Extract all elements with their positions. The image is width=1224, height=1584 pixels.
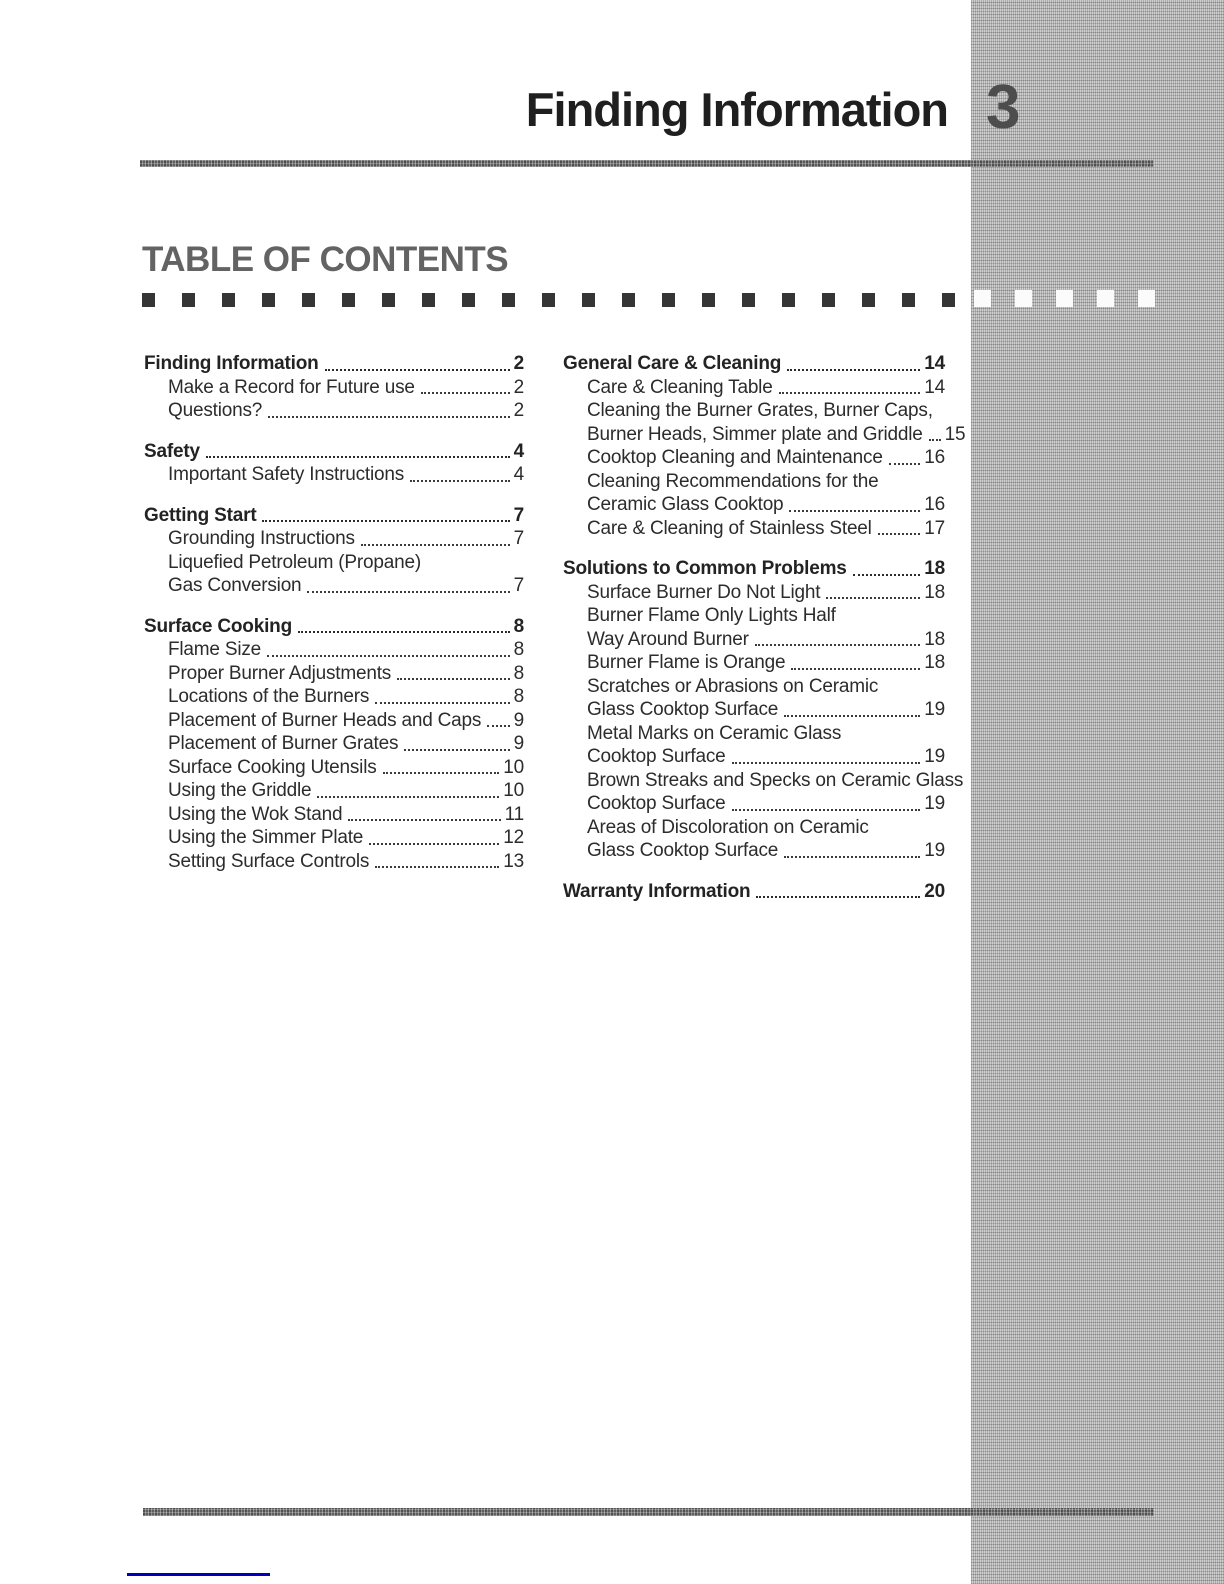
- square-divider-dark: [142, 293, 956, 307]
- toc-entry-label: Metal Marks on Ceramic Glass: [587, 722, 842, 744]
- toc-entry-label: Glass Cooktop Surface: [587, 699, 779, 720]
- toc-item-entry: [144, 709, 524, 733]
- toc-section-entry: [144, 504, 524, 528]
- toc-item-entry: [144, 685, 524, 709]
- toc-entry-page: 2: [513, 400, 524, 421]
- toc-item-entry: [563, 470, 945, 494]
- toc-item-entry: [563, 423, 966, 447]
- dot-leader: [784, 856, 920, 858]
- toc-entry-label: Flame Size: [168, 639, 262, 660]
- dot-leader: [268, 416, 510, 418]
- toc-item-entry: [563, 399, 945, 423]
- toc-entry-label: Questions?: [168, 400, 263, 421]
- toc-entry-label: General Care & Cleaning: [563, 353, 782, 374]
- toc-entry-label: Cooktop Surface: [587, 746, 726, 767]
- dot-leader: [826, 597, 920, 599]
- square-divider-white: [974, 290, 1156, 307]
- toc-entry-page: 8: [513, 662, 524, 684]
- toc-entry-page: 18: [924, 652, 945, 673]
- toc-entry-page: 4: [513, 440, 524, 462]
- dot-leader: [206, 456, 510, 458]
- toc-entry-label: Proper Burner Adjustments: [168, 662, 392, 684]
- toc-column-left: [144, 352, 524, 873]
- dot-leader: [784, 715, 920, 717]
- toc-section-entry: [563, 557, 945, 581]
- toc-item-entry: [144, 779, 524, 803]
- toc-section-entry: [144, 615, 524, 639]
- toc-entry-label: Gas Conversion: [168, 575, 302, 596]
- toc-item-entry: [563, 651, 945, 675]
- toc-item-entry: [563, 722, 945, 746]
- toc-item-entry: [144, 574, 524, 598]
- toc-entry-page: 7: [513, 504, 524, 526]
- footer-link-underline[interactable]: [127, 1573, 270, 1576]
- toc-entry-label: Grounding Instructions: [168, 528, 355, 549]
- toc-entry-page: 18: [924, 628, 945, 650]
- toc-item-entry: [144, 551, 524, 575]
- toc-item-entry: [144, 732, 524, 756]
- toc-item-entry: [563, 698, 945, 722]
- toc-item-entry: [144, 399, 524, 423]
- dot-leader: [375, 702, 509, 704]
- toc-entry-page: 7: [513, 575, 524, 596]
- toc-entry-label: Placement of Burner Grates: [168, 733, 399, 754]
- toc-item-entry: [563, 792, 945, 816]
- toc-item-entry: [144, 662, 524, 686]
- dot-leader: [789, 510, 920, 512]
- toc-entry-page: 19: [924, 746, 945, 767]
- toc-entry-label: Glass Cooktop Surface: [587, 840, 779, 861]
- dot-leader: [756, 896, 920, 898]
- toc-entry-page: 16: [924, 494, 945, 515]
- dot-leader: [755, 644, 921, 646]
- toc-entry-label: Surface Burner Do Not Light: [587, 581, 821, 603]
- toc-entry-page: 10: [503, 756, 524, 778]
- toc-entry-label: Way Around Burner: [587, 628, 749, 650]
- toc-entry-label: Surface Cooking Utensils: [168, 756, 377, 778]
- toc-entry-page: 19: [924, 699, 945, 720]
- toc-item-entry: [144, 638, 524, 662]
- toc-entry-label: Liquefied Petroleum (Propane): [168, 551, 421, 573]
- dot-leader: [787, 369, 920, 371]
- toc-item-entry: [563, 581, 945, 605]
- toc-entry-page: 14: [924, 353, 945, 374]
- toc-entry-page: 17: [924, 517, 945, 539]
- dot-leader: [889, 463, 921, 465]
- dot-leader: [307, 591, 509, 593]
- toc-entry-page: 18: [924, 558, 945, 579]
- toc-entry-label: Scratches or Abrasions on Ceramic: [587, 675, 879, 697]
- toc-item-entry: [144, 463, 524, 487]
- toc-section-entry: [144, 352, 524, 376]
- toc-entry-page: 12: [503, 827, 524, 848]
- toc-entry-label: Warranty Information: [563, 880, 751, 902]
- toc-item-entry: [563, 839, 945, 863]
- dot-leader: [375, 866, 499, 868]
- toc-item-entry: [563, 816, 945, 840]
- dot-leader: [791, 668, 920, 670]
- toc-entry-page: 16: [924, 447, 945, 468]
- toc-item-entry: [563, 446, 945, 470]
- toc-item-entry: [144, 850, 524, 874]
- toc-entry-label: Using the Wok Stand: [168, 803, 343, 825]
- toc-entry-page: 4: [513, 464, 524, 485]
- toc-item-entry: [144, 826, 524, 850]
- toc-entry-page: 2: [513, 376, 524, 398]
- toc-entry-page: 8: [513, 639, 524, 660]
- toc-item-entry: [563, 517, 945, 541]
- toc-entry-label: Ceramic Glass Cooktop: [587, 494, 784, 515]
- dot-leader: [853, 574, 921, 576]
- toc-entry-label: Cleaning the Burner Grates, Burner Caps,: [587, 400, 933, 421]
- toc-entry-label: Cooktop Cleaning and Maintenance: [587, 447, 883, 468]
- chapter-title: Finding Information: [525, 83, 948, 136]
- dot-leader: [262, 520, 509, 522]
- toc-entry-label: Using the Griddle: [168, 780, 312, 801]
- toc-item-entry: [563, 376, 945, 400]
- toc-entry-label: Getting Start: [144, 504, 257, 526]
- toc-entry-label: Finding Information: [144, 353, 319, 374]
- toc-entry-page: 20: [924, 880, 945, 902]
- toc-entry-label: Brown Streaks and Specks on Ceramic Glass: [587, 769, 964, 791]
- header-rule: [140, 160, 1154, 167]
- toc-entry-page: 19: [924, 840, 945, 861]
- dot-leader: [348, 819, 500, 821]
- chapter-number-badge: 3: [986, 73, 1021, 142]
- toc-section-entry: [144, 440, 524, 464]
- toc-item-entry: [144, 756, 524, 780]
- side-halftone-band: [971, 0, 1224, 1584]
- toc-entry-label: Setting Surface Controls: [168, 850, 370, 872]
- toc-item-entry: [563, 769, 964, 793]
- toc-entry-page: 8: [513, 615, 524, 637]
- toc-item-entry: [144, 527, 524, 551]
- toc-entry-label: Safety: [144, 440, 200, 462]
- toc-column-right: [563, 352, 966, 903]
- toc-entry-label: Make a Record for Future use: [168, 376, 415, 398]
- toc-entry-label: Areas of Discoloration on Ceramic: [587, 816, 869, 838]
- toc-entry-label: Cooktop Surface: [587, 793, 726, 814]
- toc-entry-label: Using the Simmer Plate: [168, 827, 364, 848]
- toc-entry-label: Locations of the Burners: [168, 686, 370, 707]
- dot-leader: [298, 631, 510, 633]
- toc-entry-page: 18: [924, 581, 945, 603]
- toc-entry-page: 9: [513, 733, 524, 754]
- toc-item-entry: [563, 745, 945, 769]
- toc-item-entry: [144, 803, 524, 827]
- dot-leader: [487, 725, 509, 727]
- dot-leader: [421, 392, 510, 394]
- dot-leader: [929, 439, 941, 441]
- toc-item-entry: [563, 628, 945, 652]
- toc-entry-label: Cleaning Recommendations for the: [587, 470, 879, 492]
- dot-leader: [878, 533, 921, 535]
- toc-entry-label: Burner Flame Only Lights Half: [587, 605, 836, 626]
- dot-leader: [732, 762, 921, 764]
- toc-entry-page: 9: [513, 709, 524, 731]
- toc-item-entry: [563, 604, 945, 628]
- toc-entry-page: 19: [924, 793, 945, 814]
- toc-entry-label: Surface Cooking: [144, 615, 292, 637]
- dot-leader: [404, 749, 509, 751]
- toc-entry-page: 14: [924, 376, 945, 398]
- dot-leader: [732, 809, 921, 811]
- dot-leader: [779, 392, 921, 394]
- dot-leader: [317, 796, 499, 798]
- toc-section-entry: [563, 880, 945, 904]
- dot-leader: [361, 544, 510, 546]
- dot-leader: [369, 843, 499, 845]
- toc-item-entry: [563, 493, 945, 517]
- dot-leader: [325, 369, 510, 371]
- footer-rule: [143, 1508, 1154, 1516]
- toc-entry-label: Care & Cleaning Table: [587, 376, 773, 398]
- dot-leader: [267, 655, 510, 657]
- toc-entry-label: Solutions to Common Problems: [563, 558, 847, 579]
- toc-entry-label: Placement of Burner Heads and Caps: [168, 709, 482, 731]
- dot-leader: [383, 772, 500, 774]
- toc-entry-page: 7: [513, 528, 524, 549]
- toc-entry-label: Care & Cleaning of Stainless Steel: [587, 517, 872, 539]
- toc-entry-page: 15: [944, 423, 966, 445]
- dot-leader: [410, 480, 510, 482]
- toc-heading: TABLE OF CONTENTS: [142, 240, 509, 279]
- dot-leader: [397, 678, 510, 680]
- toc-item-entry: [563, 675, 945, 699]
- toc-entry-label: Burner Flame is Orange: [587, 652, 786, 673]
- toc-entry-page: 13: [503, 850, 524, 872]
- toc-entry-page: 11: [504, 803, 524, 825]
- toc-entry-page: 8: [513, 686, 524, 707]
- toc-item-entry: [144, 376, 524, 400]
- toc-entry-label: Burner Heads, Simmer plate and Griddle: [587, 423, 923, 445]
- toc-entry-page: 10: [503, 780, 524, 801]
- toc-section-entry: [563, 352, 945, 376]
- toc-entry-label: Important Safety Instructions: [168, 464, 405, 485]
- toc-entry-page: 2: [513, 353, 524, 374]
